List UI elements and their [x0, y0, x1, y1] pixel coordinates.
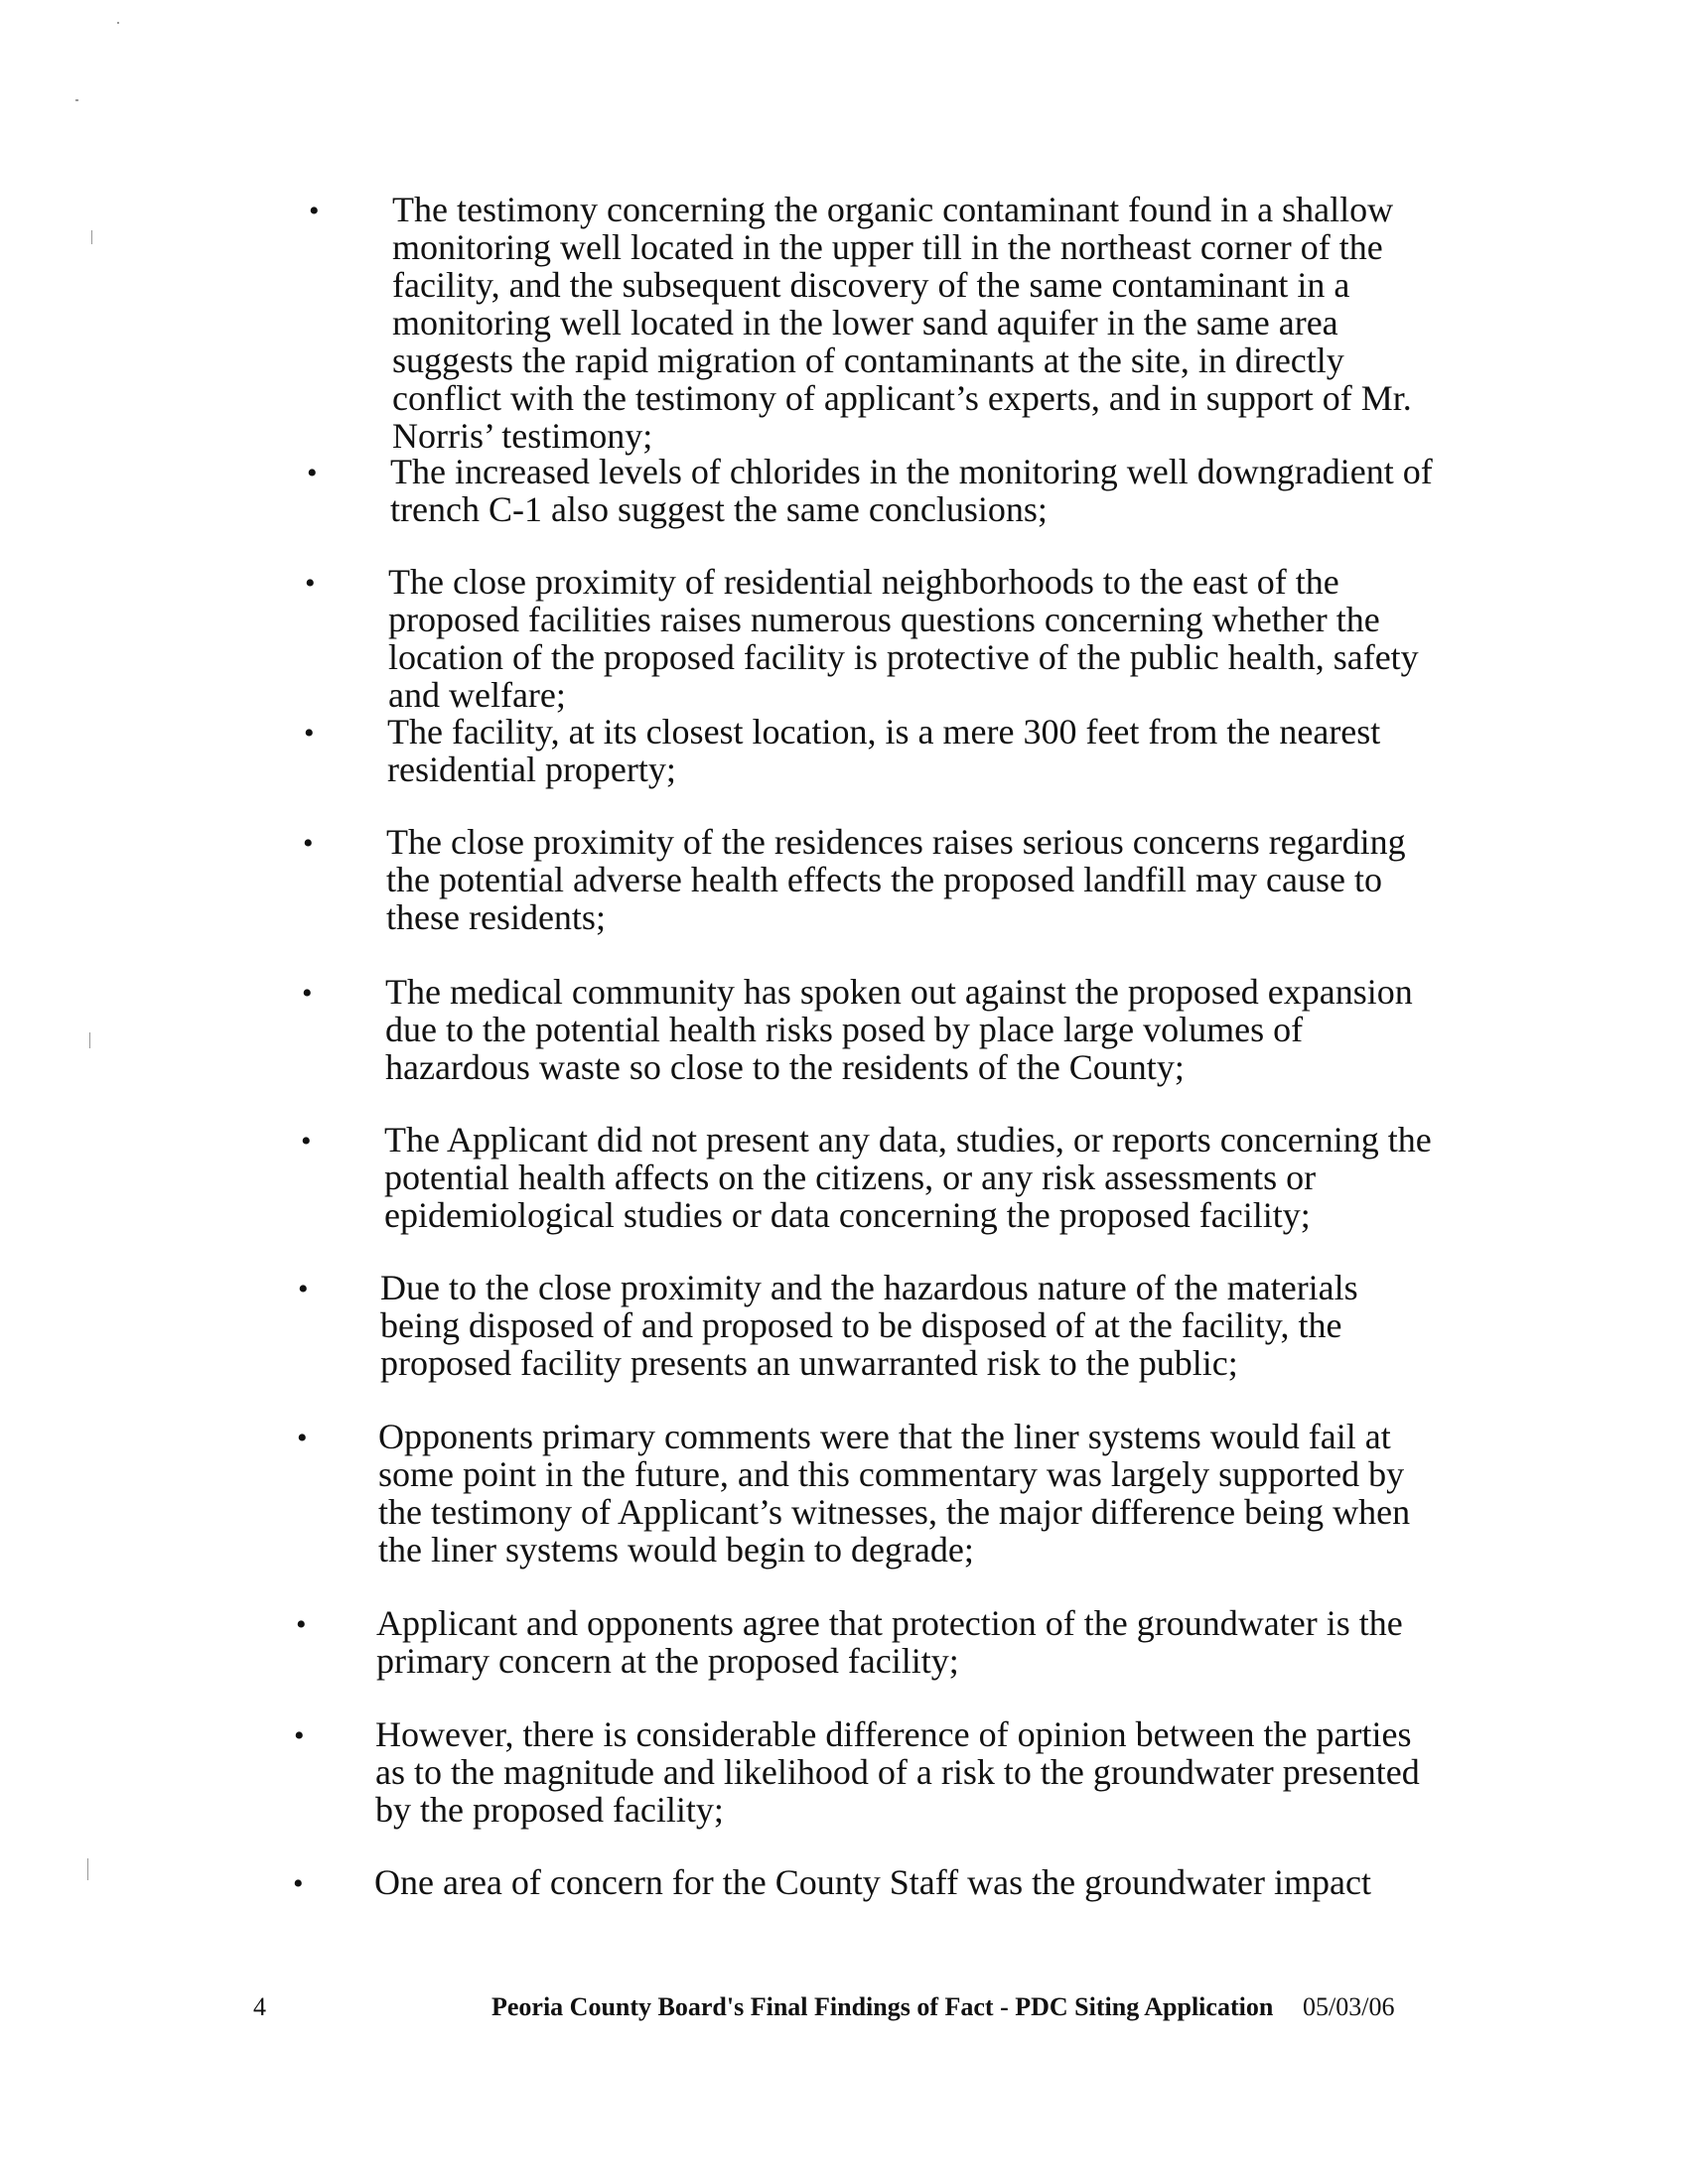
- bullet-text: The facility, at its closest location, is a mere 300 feet from the nearest residential property;: [387, 712, 1381, 789]
- bullet-text: The testimony concerning the organic contaminant found in a shallow monitoring well located in the upper till in the northeast corner of the facility, and the subsequent discovery of the same contaminant in a monitoring well located in the lower sand aquifer in the same area suggests the rapid migration of contaminants at the site, in directly conflict with the testimony of applicant’s experts, and in support of Mr. Norris’ testimony;: [392, 190, 1412, 456]
- bullet-marker: •: [296, 1608, 307, 1641]
- bullet-marker: •: [298, 1273, 309, 1305]
- bullet-text: Opponents primary comments were that the liner systems would fail at some point in the future, and this commentary was largely supported by the testimony of Applicant’s witnesses, the major difference being when the liner systems would begin to degrade;: [378, 1417, 1411, 1570]
- bullet-marker: •: [307, 457, 318, 489]
- bullet-marker: •: [309, 195, 320, 227]
- footer-page-number: 4: [253, 1992, 266, 2021]
- bullet-marker: •: [297, 1422, 308, 1454]
- bullet-text: The close proximity of the residences raises serious concerns regarding the potential adverse health effects the proposed landfill may cause to these residents;: [386, 822, 1406, 937]
- bullet-marker: •: [303, 827, 314, 860]
- bullet-text: Due to the close proximity and the hazardous nature of the materials being disposed of and proposed to be disposed of at the facility, the proposed facility presents an unwarranted risk to the public;: [380, 1268, 1358, 1383]
- bullet-text: Applicant and opponents agree that protection of the groundwater is the primary concern at the proposed facility;: [376, 1603, 1403, 1681]
- footer-date: 05/03/06: [1303, 1992, 1395, 2021]
- bullet-text: The close proximity of residential neighborhoods to the east of the proposed facilities raises numerous questions concerning whether the location of the proposed facility is protective of the public health, safety and welfare;: [388, 562, 1419, 715]
- bullet-marker: •: [301, 1125, 312, 1158]
- bullet-text: The increased levels of chlorides in the monitoring well downgradient of trench C-1 also suggest the same conclusions;: [390, 452, 1433, 529]
- bullet-text: However, there is considerable difference of opinion between the parties as to the magnitude and likelihood of a risk to the groundwater presented by the proposed facility;: [375, 1714, 1420, 1830]
- footer-title: Peoria County Board's Final Findings of Fact - PDC Siting Application: [491, 1992, 1274, 2021]
- bullet-marker: •: [293, 1867, 304, 1900]
- bullet-marker: •: [294, 1719, 305, 1752]
- bullet-marker: •: [304, 717, 315, 750]
- bullet-marker: •: [305, 567, 316, 600]
- bullet-text: One area of concern for the County Staff was the groundwater impact: [374, 1862, 1371, 1902]
- bullet-marker: •: [302, 977, 313, 1010]
- bullet-text: The medical community has spoken out against the proposed expansion due to the potential health risks posed by place large volumes of hazardous waste so close to the residents of the County;: [385, 972, 1413, 1087]
- bullet-text: The Applicant did not present any data, studies, or reports concerning the potential health affects on the citizens, or any risk assessments or epidemiological studies or data concerning the proposed facility;: [384, 1120, 1432, 1235]
